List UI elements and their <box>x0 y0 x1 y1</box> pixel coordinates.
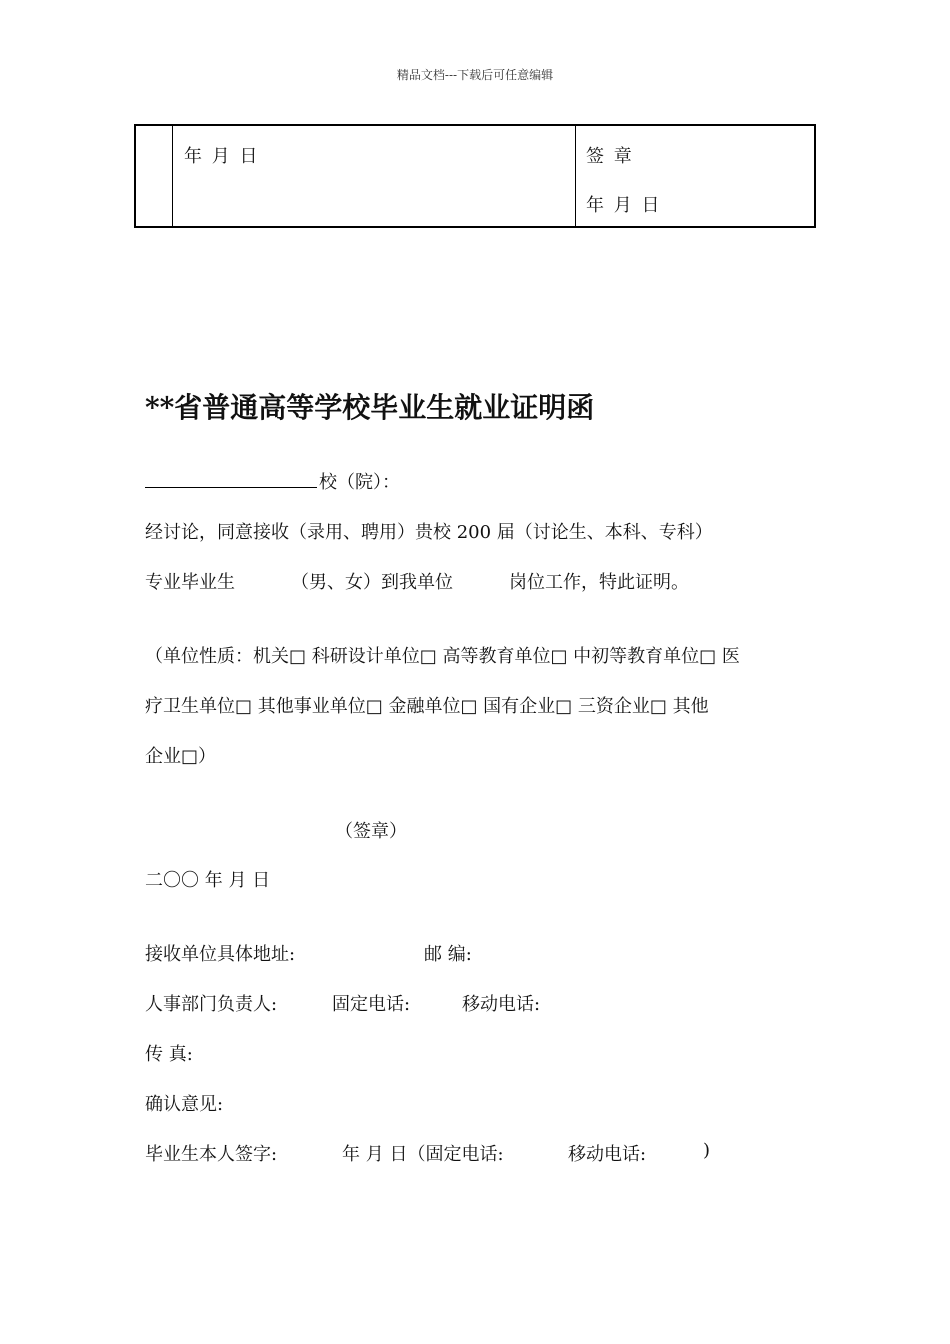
graduate-signature-label: 毕业生本人签字: <box>145 1144 278 1165</box>
graduate-close-paren: ) <box>703 1140 711 1161</box>
address-label: 接收单位具体地址: <box>145 944 296 965</box>
page-header: 精品文档---下载后可任意编辑 <box>396 68 554 82</box>
zip-label: 邮 编: <box>424 944 472 965</box>
stamp-placeholder: （签章） <box>335 821 407 842</box>
table-divider-left <box>172 126 173 226</box>
table-divider-right <box>575 126 576 226</box>
school-name-blank <box>145 469 317 488</box>
table-left-date: 年 月 日 <box>184 146 260 167</box>
body-line-2-c: 岗位工作，特此证明。 <box>509 572 689 593</box>
graduate-date: 年 月 日（固定电话: <box>342 1144 504 1165</box>
mobile-label: 移动电话: <box>462 994 541 1015</box>
table-stamp-label: 签 章 <box>586 146 634 167</box>
body-line-2-a: 专业毕业生 <box>145 572 235 593</box>
graduate-mobile-label: 移动电话: <box>568 1144 647 1165</box>
signature-table <box>134 124 816 228</box>
document-title: **省普通高等学校毕业生就业证明函 <box>145 391 595 424</box>
body-line-1: 经讨论，同意接收（录用、聘用）贵校 200 届（讨论生、本科、专科） <box>145 522 713 543</box>
confirm-label: 确认意见: <box>145 1094 224 1115</box>
unit-nature-line-1: （单位性质：机关□ 科研设计单位□ 高等教育单位□ 中初等教育单位□ 医 <box>145 646 740 667</box>
body-line-2-b: （男、女）到我单位 <box>291 572 453 593</box>
table-right-date: 年 月 日 <box>586 195 662 216</box>
unit-nature-line-2: 疗卫生单位□ 其他事业单位□ 金融单位□ 国有企业□ 三资企业□ 其他 <box>145 696 709 717</box>
salutation <box>145 468 400 494</box>
landline-label: 固定电话: <box>332 994 411 1015</box>
issue-date: 二〇〇 年 月 日 <box>145 870 271 891</box>
hr-contact-label: 人事部门负责人: <box>145 994 278 1015</box>
salutation-suffix: 校（院）： <box>319 472 400 493</box>
fax-label: 传 真: <box>145 1044 193 1065</box>
unit-nature-line-3: 企业□） <box>145 746 217 767</box>
body-line-2 <box>145 568 689 594</box>
